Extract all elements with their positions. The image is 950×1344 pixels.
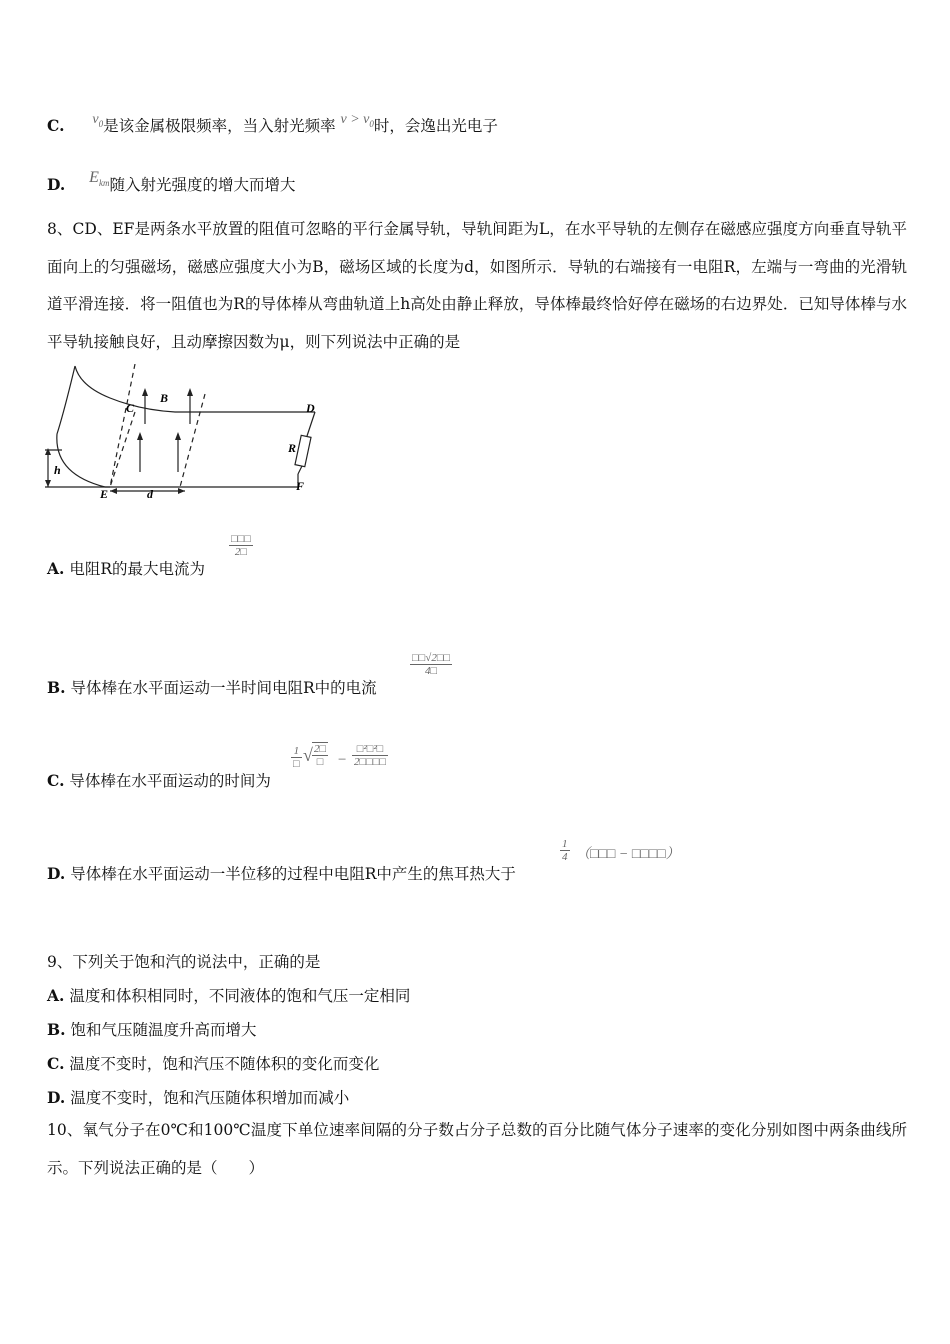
q9-option-b xyxy=(47,1018,256,1040)
option-label: D. xyxy=(47,175,66,194)
label-c: C xyxy=(126,401,135,415)
q9-option-a xyxy=(47,984,410,1006)
option-text: 温度和体积相同时，不同液体的饱和气压一定相同 xyxy=(69,987,411,1005)
option-label: A. xyxy=(47,986,65,1005)
option-label: D. xyxy=(47,1088,66,1107)
q8-stem: 8、CD、EF是两条水平放置的阻值可忽略的平行金属导轨，导轨间距为L，在水平导轨的左侧存在磁感应强度方向垂直导轨平面向上的匀强磁场，磁感应强度大小为B，磁场区域的长度为d，如图所示．导轨的右端接有一电阻R，左端与一弯曲的光滑轨道平滑连接．将一阻值也为R的导体棒从弯曲轨道上h高处由静止释放，导体棒最终恰好停在磁场的右边界处．已知导体棒与水平导轨接触良好，且动摩擦因数为μ，则下列说法中正确的是 xyxy=(47,220,907,351)
q8-option-c xyxy=(47,769,271,791)
formula-c-1: 1 □ xyxy=(293,745,300,770)
sqrt-sign: √ xyxy=(303,745,313,765)
label-b: B xyxy=(160,391,169,405)
q7-option-c xyxy=(47,114,498,137)
q9-option-c xyxy=(47,1052,379,1074)
q8-figure xyxy=(40,364,330,504)
option-label: C. xyxy=(47,116,65,135)
label-f: F xyxy=(296,479,305,493)
option-text: 随入射光强度的增大而增大 xyxy=(109,176,296,194)
label-d-length: d xyxy=(147,487,153,501)
q10-stem: 10、氧气分子在0℃和100℃温度下单位速率间隔的分子数占分子总数的百分比随气体分子速率的变化分别如图中两条曲线所示。下列说法正确的是（ ） xyxy=(47,1121,907,1177)
q8-option-b xyxy=(47,676,377,698)
q8-option-d xyxy=(47,862,516,884)
option-text: 时，会逸出光电子 xyxy=(373,117,498,135)
option-text: 饱和气压随温度升高而增大 xyxy=(70,1021,257,1039)
option-text: 导体棒在水平面运动的时间为 xyxy=(69,772,271,790)
nu0-symbol: $\nu_0$ xyxy=(92,112,104,129)
formula-c-2: √ 2□ □ xyxy=(303,743,327,768)
formula-d: $\frac{1}{4}$ xyxy=(562,838,568,863)
option-text: 是该金属极限频率，当入射光频率 xyxy=(103,117,336,135)
field-left-boundary xyxy=(110,412,135,487)
q8-option-a xyxy=(47,557,205,579)
option-text: 温度不变时，饱和汽压随体积增加而减小 xyxy=(70,1089,350,1107)
label-h: h xyxy=(54,463,61,477)
q7-option-d xyxy=(47,169,296,196)
upper-curved-rail xyxy=(75,366,315,412)
resistor-r xyxy=(295,435,311,466)
option-label: A. xyxy=(47,559,65,578)
formula-d-paren: （□□□ − □□□□） xyxy=(576,847,680,862)
option-label: B. xyxy=(47,1020,66,1039)
option-label: C. xyxy=(47,1054,65,1073)
formula-c-minus: − xyxy=(337,752,348,768)
field-right-boundary xyxy=(180,394,205,487)
label-r: R xyxy=(288,441,297,455)
q9-option-d xyxy=(47,1086,349,1108)
ekm-symbol: $E_{km}$ xyxy=(89,169,110,189)
label-d: D xyxy=(306,401,315,415)
nu-gt-nu0-symbol: $\nu > \nu_0$ xyxy=(340,112,374,129)
option-text: 温度不变时，饱和汽压不随体积的变化而变化 xyxy=(69,1055,380,1073)
option-text: 导体棒在水平面运动一半位移的过程中电阻R中产生的焦耳热大于 xyxy=(70,865,516,883)
option-text: 导体棒在水平面运动一半时间电阻R中的电流 xyxy=(70,679,377,697)
formula-c-3: □²□²□ 2□□□□ xyxy=(354,743,387,768)
option-label: C. xyxy=(47,771,65,790)
formula-a: □□□ 2□ xyxy=(231,533,251,558)
q9-stem: 9、下列关于饱和汽的说法中，正确的是 xyxy=(47,953,321,971)
option-label: D. xyxy=(47,864,66,883)
label-e: E xyxy=(100,487,109,501)
option-text: 电阻R的最大电流为 xyxy=(69,560,206,578)
option-label: B. xyxy=(47,678,66,697)
formula-b: $\frac{□□√2□□}{4□}$ xyxy=(412,652,451,677)
